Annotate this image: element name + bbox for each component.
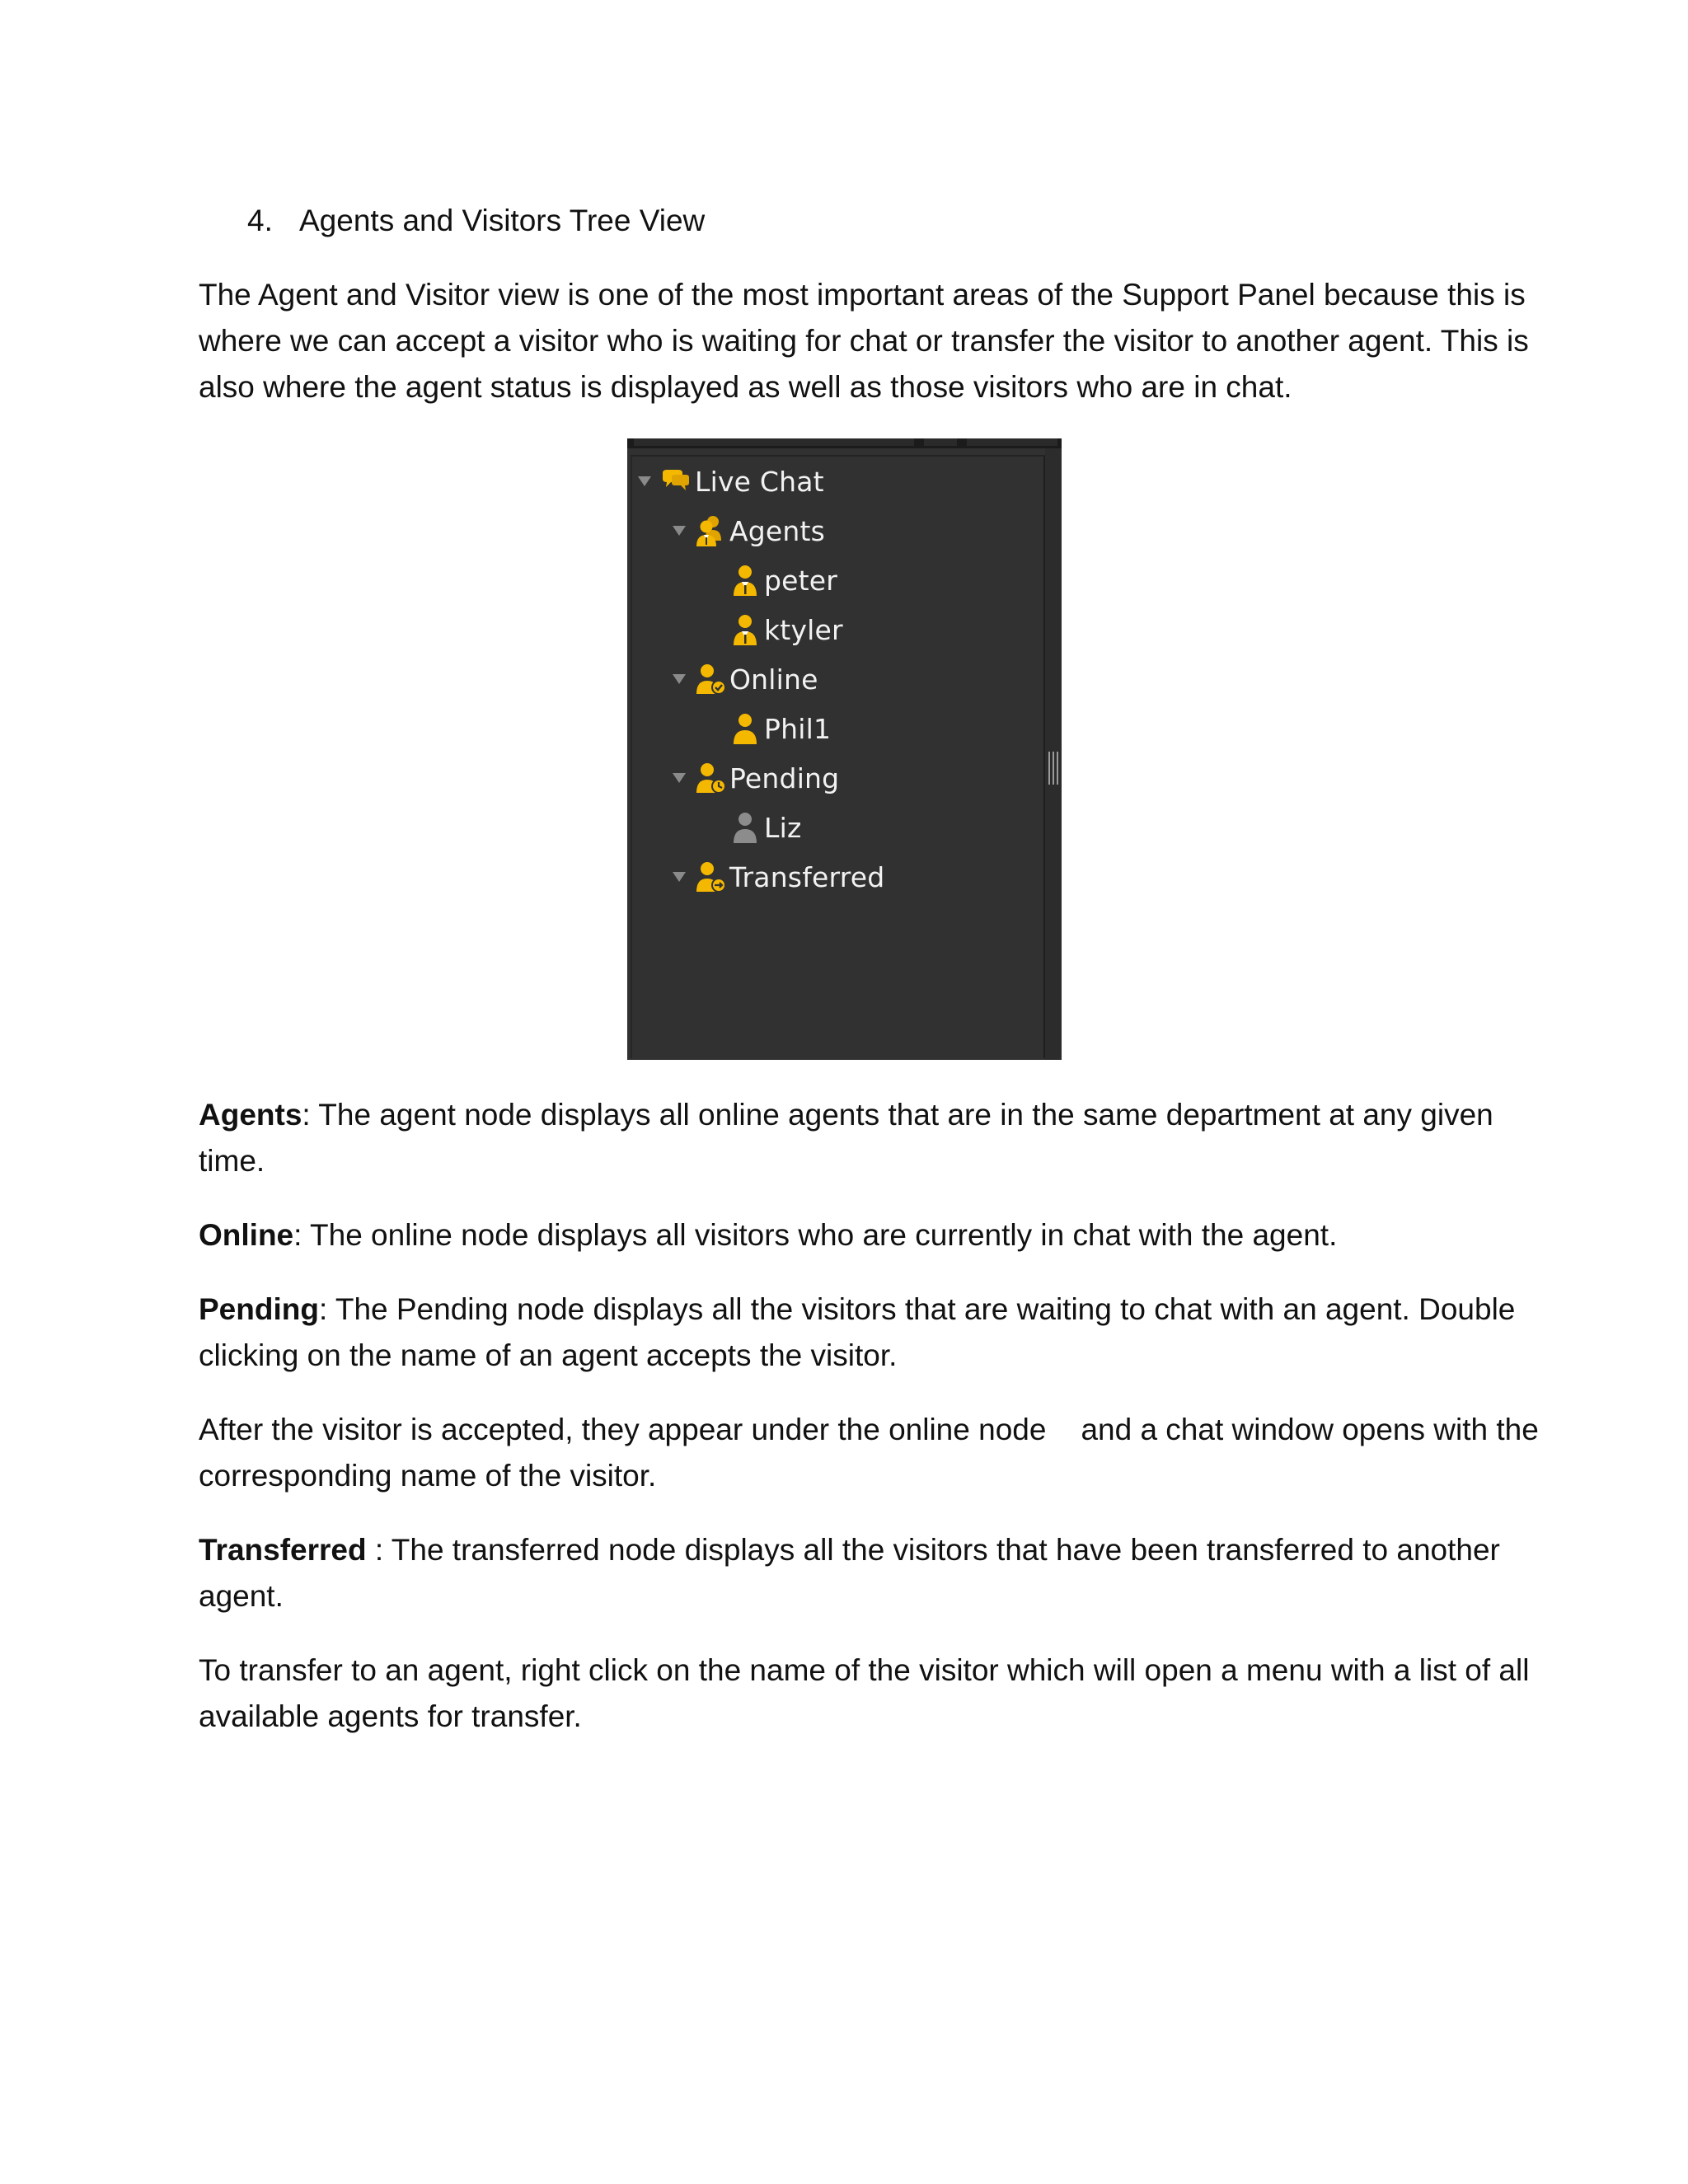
tree-node-online[interactable]: [668, 661, 818, 697]
section-heading: [247, 198, 705, 244]
waiting-visitor-icon: [729, 811, 761, 844]
tree-node-label: Phil1: [764, 712, 832, 745]
online-description: Online: The online node displays all visitors who are currently in chat with the agent.: [199, 1218, 1338, 1252]
agents-group-icon: [695, 514, 726, 547]
tree-node-visitor-liz[interactable]: [703, 809, 801, 846]
expand-arrow-icon[interactable]: [634, 463, 655, 499]
term-agents: Agents: [199, 1098, 302, 1132]
tree-node-label: ktyler: [764, 613, 843, 646]
tree-node-transferred[interactable]: [668, 859, 884, 895]
term-pending: Pending: [199, 1292, 319, 1326]
expand-arrow-icon[interactable]: [668, 859, 690, 895]
transfer-howto-paragraph: To transfer to an agent, right click on the name of the visitor which will open a menu with a list of all available agents for transfer.: [199, 1653, 1530, 1733]
online-group-icon: [695, 663, 726, 696]
section-title: Agents and Visitors Tree View: [299, 204, 706, 237]
agent-user-icon: [729, 613, 761, 646]
tree-node-label: Live Chat: [695, 465, 824, 498]
agent-user-icon: [729, 564, 761, 597]
scrollbar[interactable]: [1045, 448, 1062, 1060]
tree-node-label: Pending: [729, 762, 840, 794]
term-transferred: Transferred: [199, 1533, 367, 1567]
tree-node-label: Transferred: [729, 860, 885, 893]
tree-node-label: Online: [729, 663, 818, 696]
tree-view-panel: [627, 438, 1062, 1060]
tree-node-live-chat[interactable]: [634, 463, 824, 499]
scrollbar-handle[interactable]: [1047, 752, 1060, 785]
expand-arrow-icon[interactable]: [668, 760, 690, 796]
pending-description: Pending: The Pending node displays all the visitors that are waiting to chat with an agent. Double clicking on the name of an agent accepts the visitor.: [199, 1292, 1516, 1372]
visitor-user-icon: [729, 712, 761, 745]
expand-arrow-icon[interactable]: [668, 513, 690, 549]
expand-arrow-icon[interactable]: [668, 661, 690, 697]
chat-bubble-icon: [660, 465, 692, 498]
tree-node-agent-peter[interactable]: [703, 562, 837, 598]
tree-node-agents[interactable]: [668, 513, 825, 549]
transferred-group-icon: [695, 860, 726, 893]
transferred-description: Transferred : The transferred node displays all the visitors that have been transferred to another agent.: [199, 1533, 1500, 1613]
agents-description: Agents: The agent node displays all online agents that are in the same department at any given time.: [199, 1098, 1493, 1178]
intro-paragraph: The Agent and Visitor view is one of the most important areas of the Support Panel because this is where we can accept a visitor who is waiting for chat or transfer the visitor to another agent. This is also where the agent status is displayed as well as those visitors who are in chat.: [199, 278, 1529, 404]
panel-top-bar: [627, 438, 1062, 448]
pending-group-icon: [695, 762, 726, 794]
term-online: Online: [199, 1218, 294, 1252]
tree-node-label: peter: [764, 564, 838, 597]
tree-node-pending[interactable]: [668, 760, 839, 796]
accepted-description: After the visitor is accepted, they appear under the online node and a chat window opens with the corresponding name of the visitor.: [199, 1413, 1539, 1493]
tree-node-agent-ktyler[interactable]: [703, 612, 843, 648]
tree-node-label: Agents: [729, 514, 826, 547]
section-number: 4.: [247, 204, 273, 237]
tree-node-visitor-phil1[interactable]: [703, 710, 831, 747]
tree-node-label: Liz: [764, 811, 802, 844]
